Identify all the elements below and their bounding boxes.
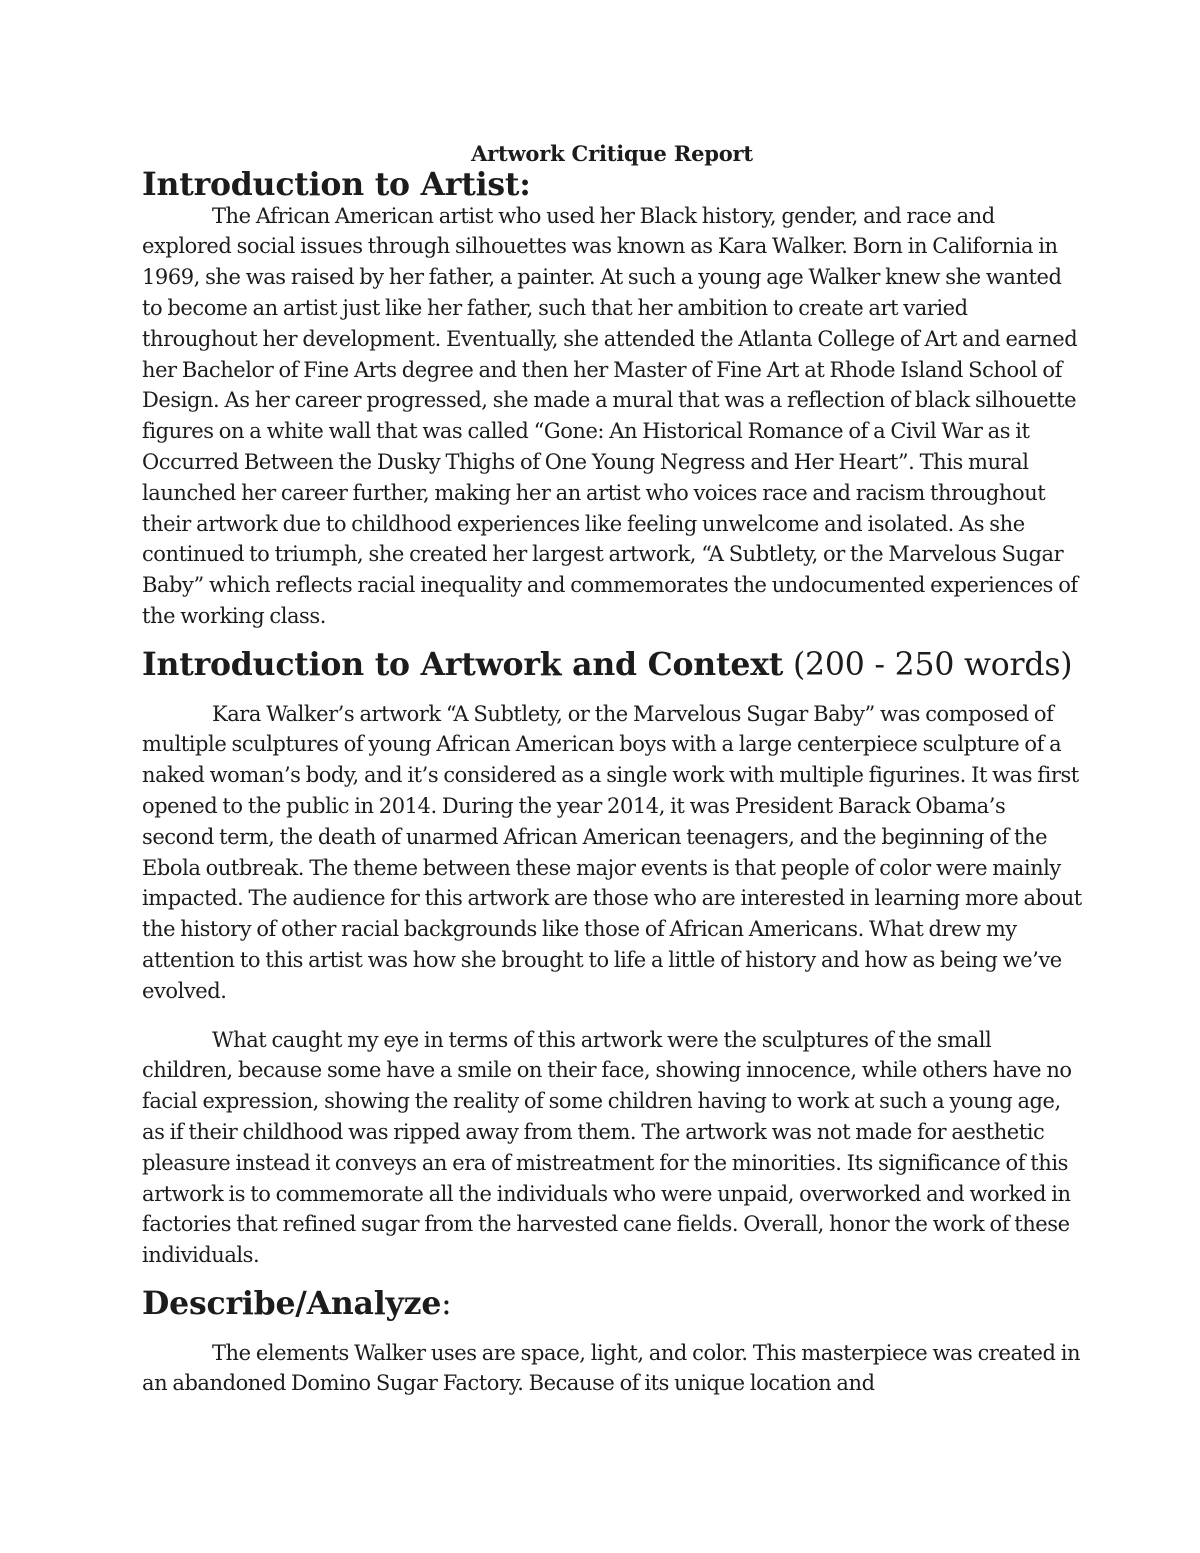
paragraph-artwork-significance: What caught my eye in terms of this artwork were the sculptures of the small children, because some have a smile on their face, showing innocence, while others have no facial expression, showing the reality of some children having to work at such a young age, as if their childhood was ripped away from them. The artwork was not made for aesthetic pleasure instead it conveys an era of mistreatment for the minorities. Its significance of this artwork is to commemorate all the individuals who were unpaid, overworked and worked in factories that refined sugar from the harvested cane fields. Overall, honor the work of these individuals. [142, 1027, 1072, 1268]
section-heading-artwork-context [142, 645, 1082, 683]
document-title: Artwork Critique Report [471, 141, 753, 166]
section-heading-note: (200 - 250 words) [783, 646, 1073, 683]
section-heading-artist [142, 165, 1082, 203]
section-heading-note: : [441, 1285, 452, 1322]
document-page [142, 139, 1082, 1399]
section-heading-text: Introduction to Artwork and Context [142, 645, 784, 683]
section-heading-text: Describe/Analyze [142, 1284, 442, 1322]
section-heading-describe-analyze [142, 1284, 1082, 1322]
section-heading-text: Introduction to Artist: [142, 165, 531, 203]
paragraph-artist-intro: The African American artist who used her Black history, gender, and race and explored social issues through silhouettes was known as Kara Walker. Born in California in 1969, she was raised by her father, a painter. At such a young age Walker knew she wanted to become an artist just like her father, such that her ambition to create art varied throughout her development. Eventually, she attended the Atlanta College of Art and earned her Bachelor of Fine Arts degree and then her Master of Fine Art at Rhode Island School of Design. As her career progressed, she made a mural that was a reflection of black silhouette figures on a white wall that was called “Gone: An Historical Romance of a Civil War as it Occurred Between the Dusky Thighs of One Young Negress and Her Heart”. This mural launched her career further, making her an artist who voices race and racism throughout their artwork due to childhood experiences like feeling unwelcome and isolated. As she continued to triumph, she created her largest artwork, “A Subtlety, or the Marvelous Sugar Baby” which reflects racial inequality and commemorates the undocumented experiences of the working class. [142, 203, 1078, 628]
paragraph-describe-analyze: The elements Walker uses are space, light, and color. This masterpiece was created in an abandoned Domino Sugar Factory. Because of its unique location and [142, 1340, 1081, 1396]
paragraph-artwork-context: Kara Walker’s artwork “A Subtlety, or the Marvelous Sugar Baby” was composed of multiple sculptures of young African American boys with a large centerpiece sculpture of a naked woman’s body, and it’s considered as a single work with multiple figurines. It was first opened to the public in 2014. During the year 2014, it was President Barack Obama’s second term, the death of unarmed African American teenagers, and the beginning of the Ebola outbreak. The theme between these major events is that people of color were mainly impacted. The audience for this artwork are those who are interested in learning more about the history of other racial backgrounds like those of African Americans. What drew my attention to this artist was how she brought to life a little of history and how as being we’ve evolved. [142, 701, 1082, 1003]
